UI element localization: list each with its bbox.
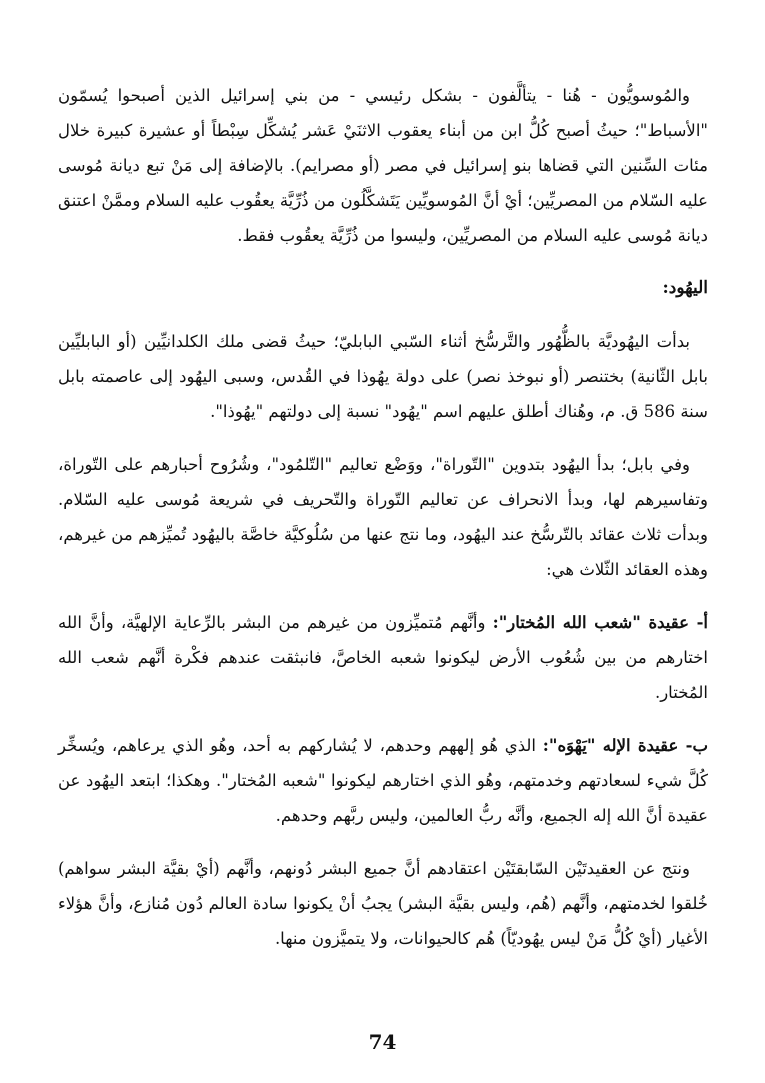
page-body — [58, 78, 708, 974]
paragraph-talmud-beliefs: وفي بابل؛ بدأ اليهُود بتدوين "التّوراة"، ووَضْع تعاليم "التّلمُود"، وشُرُوح أحبارهم على التّوراة، وتفاسيرهم لها، وبدأ الانحراف عن تعاليم التّوراة والتّحريف في شريعة مُوسى عليه السّلام. وبدأت ثلاث عقائد بالتّرسُّخ عند اليهُود، وما نتج عنها من سُلُوكيَّة خاصَّة باليهُود تُميِّزهم من غيرهم، وهذه العقائد الثّلاث هي: — [58, 455, 708, 579]
belief-b-label: ب- عقيدة الإله "يَهْوَه": — [542, 736, 708, 755]
paragraph-babylonian-exile: بدأت اليهُوديَّة بالظُّهُور والتَّرسُّخ أثناء السّبي البابليّ؛ حيثُ قضى ملك الكلدانيِّين (أو البابليِّين بابل الثّانية) بختنصر (أو نبوخذ نصر) على دولة يهُوذا في القُدس، وسبى اليهُود إلى عاصمته بابل سنة 586 ق. م، وهُناك أطلق عليهم اسم "يهُود" نسبة إلى دولتهم "يهُوذا". — [58, 332, 708, 421]
paragraph-belief-yahweh — [58, 728, 708, 833]
paragraph-belief-chosen-people — [58, 605, 708, 710]
belief-b-text: الذي هُو إلههم وحدهم، لا يُشاركهم به أحد، وهُو الذي يرعاهم، ويُسخِّر كُلَّ شيء لسعادتهم وخدمتهم، وهُو الذي اختارهم ليكونوا "شعبه المُختار". وهكذا؛ ابتعد اليهُود عن عقيدة أنَّ الله إله الجميع، وأنَّه ربُّ العالمين، وليس ربَّهم وحدهم. — [58, 736, 708, 825]
page-number: 74 — [368, 1030, 397, 1054]
belief-a-text: وأنَّهم مُتميِّزون من غيرهم من البشر بالرِّعاية الإلهيَّة، وأنَّ الله اختارهم من بين شُعُوب الأرض ليكونوا شعبه الخاصَّ، فانبثقت عندهم فكْرة أنَّهم شعب الله المُختار. — [58, 613, 708, 702]
paragraph-musawiyyun: والمُوسويُّون - هُنا - يتألَّفون - بشكل رئيسي - من بني إسرائيل الذين أصبحوا يُسمّون "الأسباط"؛ حيثُ أصبح كُلُّ ابن من أبناء يعقوب الاثنَيْ عَشر يُشكِّل سِبْطاً أو عشيرة كبيرة خلال مئات السِّنين التي قضاها بنو إسرائيل في مصر (أو مصرايم). بالإضافة إلى مَنْ تبع ديانة مُوسى عليه السّلام من المصريِّين؛ أيْ أنَّ المُوسويِّين يَتَشكَّلُون من ذُرِّيَّة يعقُوب عليه السلام وممَّنْ اعتنق ديانة مُوسى عليه السلام من المصريِّين، وليسوا من ذُرِّيَّة يعقُوب فقط. — [58, 86, 708, 245]
belief-a-label: أ- عقيدة "شعب الله المُختار": — [492, 613, 709, 632]
paragraph-consequence: ونتج عن العقيدتَيْن السّابقتَيْن اعتقادهم أنَّ جميع البشر دُونهم، وأنَّهم (أيْ بقيَّة البشر سواهم) خُلقوا لخدمتهم، وأنَّهم (هُم، وليس بقيَّة البشر) يجبُ أنْ يكونوا سادة العالم دُون مُنازع، وأنَّ هؤلاء الأغيار (أيْ كُلُّ مَنْ ليس يهُوديّاً) هُم كالحيوانات، ولا يتميَّزون منها. — [58, 859, 708, 948]
section-heading-jews: اليهُود: — [662, 278, 708, 298]
